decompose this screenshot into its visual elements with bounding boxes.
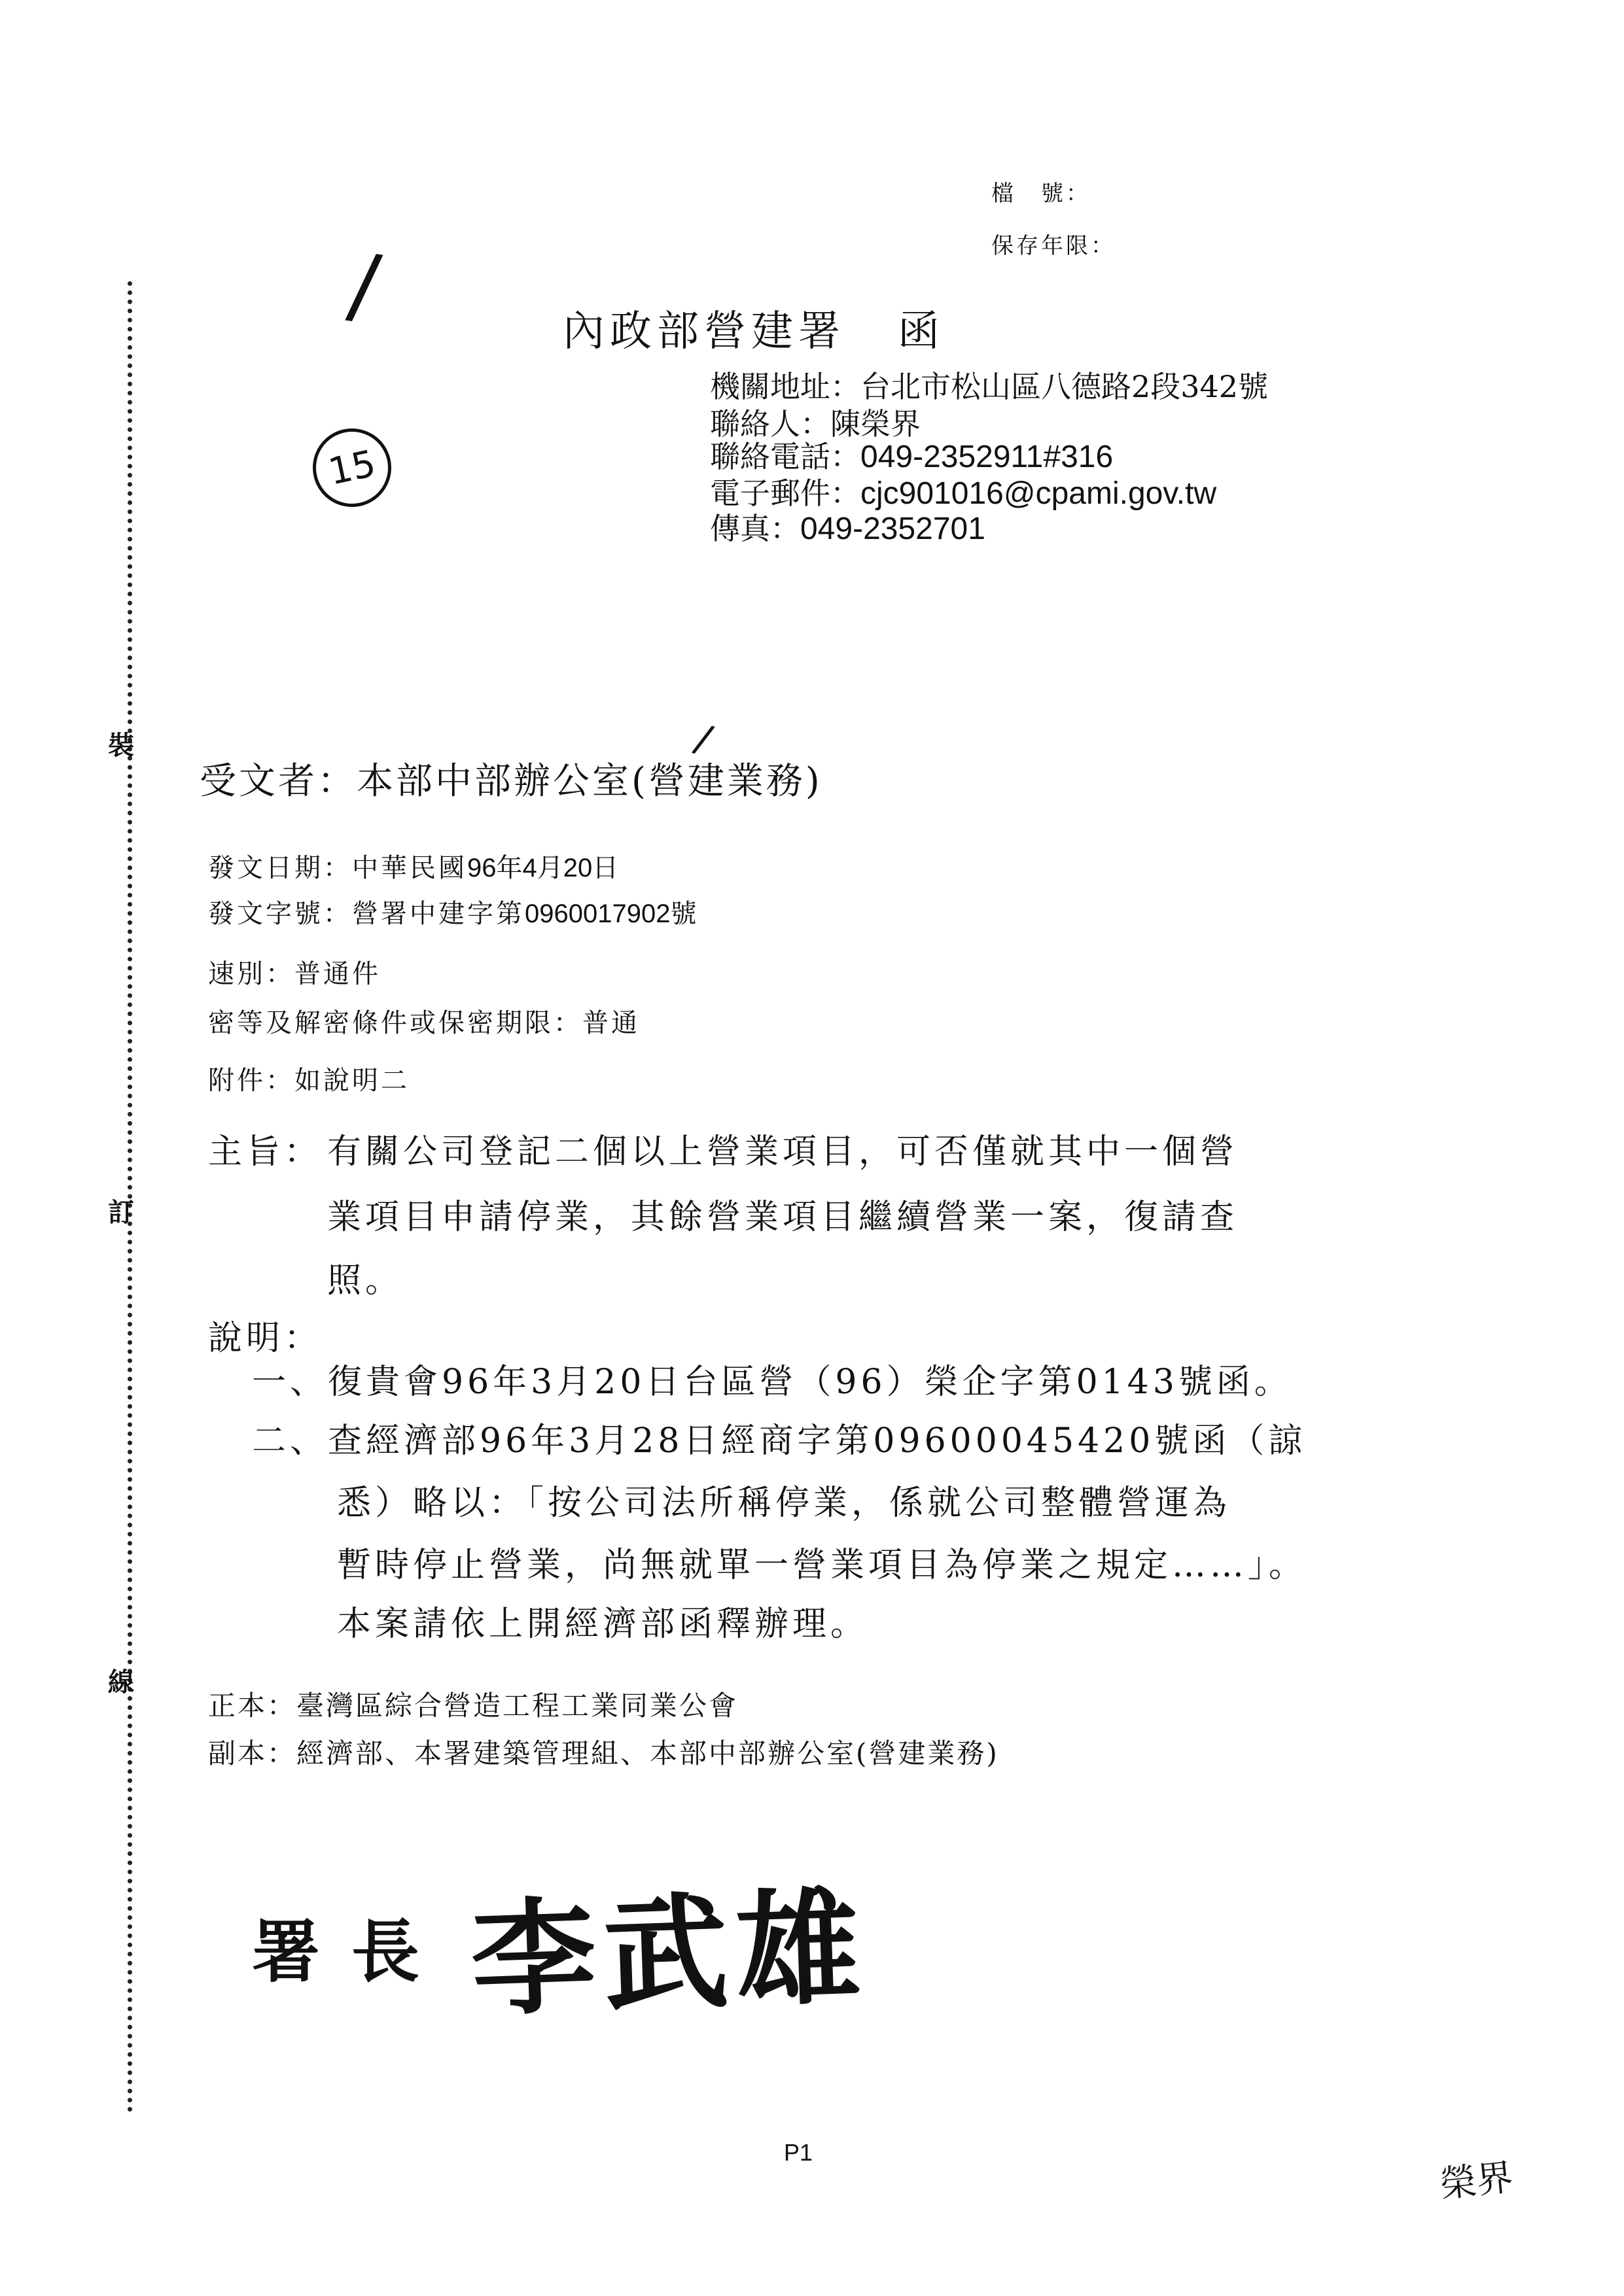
classification-level: 密等及解密條件或保密期限：普通 [208,1008,640,1038]
binding-mark-ding: 訂 [108,1197,134,1228]
document-title [563,298,945,358]
recipient-line: 受文者：本部中部辦公室(營建業務) [200,760,822,803]
subject-line-1: 有關公司登記二個以上營業項目，可否僅就其中一個營 [327,1132,1239,1172]
subject-line-2: 業項目申請停業，其餘營業項目繼續營業一案，復請查 [327,1198,1239,1237]
binding-mark-zhuang: 裝 [108,730,134,761]
signatory-title: 署長 [252,1911,451,1992]
delivery-speed: 速別：普通件 [208,959,381,989]
phone-label: 聯絡電話： [710,439,860,474]
fax-value: 049-2352701 [800,512,985,546]
explanation-item-2-line-4: 本案請依上開經濟部函釋辦理。 [337,1605,869,1644]
email-value: cjc901016@cpami.gov.tw [860,476,1217,511]
handwritten-slash: / [343,234,386,337]
subject-line-3: 照。 [327,1261,404,1300]
explanation-label: 說明： [208,1319,323,1358]
explanation-item-2-line-1: 二、查經濟部96年3月28日經商字第09600045420號函（諒 [252,1421,1307,1461]
subject-label: 主旨： [208,1132,323,1172]
retention-period-label: 保存年限： [991,233,1116,259]
fax-label: 傳真： [710,511,800,546]
explanation-item-1: 一、復貴會96年3月20日台區營（96）榮企字第0143號函。 [252,1363,1292,1402]
original-recipient: 正本：臺灣區綜合營造工程工業同業公會 [208,1690,739,1722]
binding-mark-xian: 線 [108,1667,134,1697]
page-number: P1 [784,2139,813,2166]
corner-initials: 榮界 [1438,2156,1515,2206]
email-label: 電子郵件： [710,476,860,511]
agency-address: 機關地址：台北市松山區八德路2段342號 [710,369,1269,404]
recipient-tick-mark: / [689,715,718,763]
contact-person: 聯絡人：陳榮界 [710,406,921,442]
reference-number-label: 發文字號：營署中建字第 [208,899,525,929]
document-type: 函 [898,307,945,356]
circled-number-annotation [306,421,398,514]
file-number-label: 檔 號： [991,181,1091,207]
explanation-item-2-line-2: 悉）略以：「按公司法所稱停業，係就公司整體營運為 [337,1484,1231,1523]
reference-number-value: 0960017902號 [525,899,697,928]
agency-name: 內政部營建署 [563,307,845,356]
issue-date-label: 發文日期：中華民國 [208,853,467,883]
circled-number-text: 15 [325,442,380,494]
contact-fax-row [710,505,985,548]
reference-number-row [208,893,696,930]
signatory-name: 李武雄 [468,1873,871,2034]
issue-date-row [208,847,618,884]
attachment-note: 附件：如說明二 [208,1066,410,1096]
copy-recipients: 副本：經濟部、本署建築管理組、本部中部辦公室(營建業務) [208,1737,999,1769]
phone-value: 049-2352911#316 [860,440,1114,474]
explanation-item-2-line-3: 暫時停止營業，尚無就單一營業項目為停業之規定……」。 [337,1546,1307,1585]
issue-date-value: 96年4月20日 [467,854,619,882]
